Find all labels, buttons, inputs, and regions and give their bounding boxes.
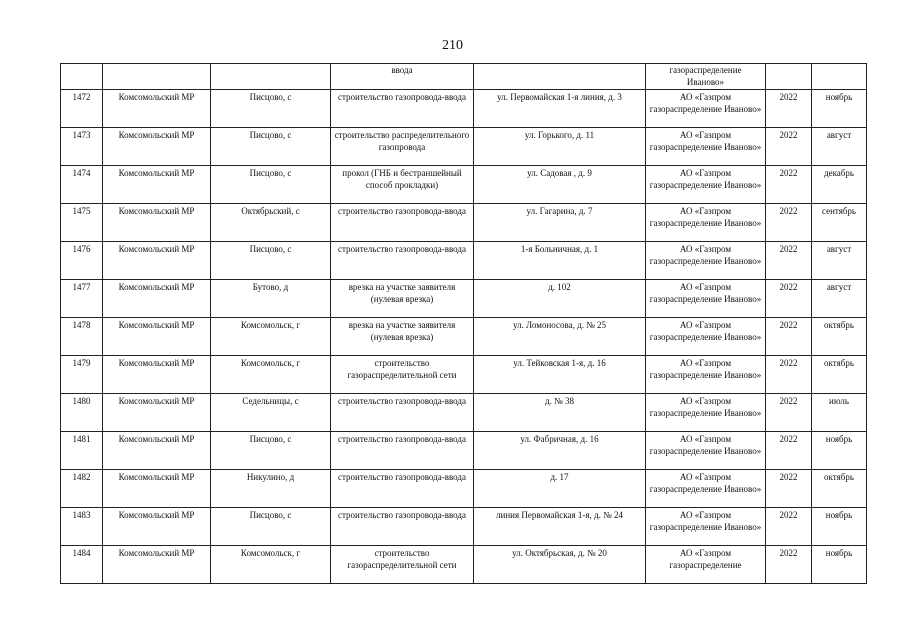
- cell-num: 1477: [61, 280, 103, 318]
- cell-work: строительство газопровода-ввода: [331, 204, 474, 242]
- cell-year: 2022: [766, 432, 812, 470]
- cell-month: ноябрь: [812, 90, 867, 128]
- cell-district: Комсомольский МР: [103, 318, 211, 356]
- cell-org: АО «Газпром газораспределение Иваново»: [646, 166, 766, 204]
- cell-address: ул. Фабричная, д. 16: [474, 432, 646, 470]
- cell-address: ул. Первомайская 1-я линия, д. 3: [474, 90, 646, 128]
- continuation-row: [61, 64, 867, 90]
- cell-locality: Писцово, с: [211, 508, 331, 546]
- cell-org: АО «Газпром газораспределение Иваново»: [646, 356, 766, 394]
- cell-year: 2022: [766, 356, 812, 394]
- table-row: [61, 90, 867, 128]
- cell-district: [103, 64, 211, 90]
- cell-year: 2022: [766, 546, 812, 584]
- cell-work: врезка на участке заявителя (нулевая врезка): [331, 280, 474, 318]
- cell-district: Комсомольский МР: [103, 470, 211, 508]
- cell-address: линия Первомайская 1-я, д. № 24: [474, 508, 646, 546]
- cell-work: строительство газопровода-ввода: [331, 470, 474, 508]
- cell-address: д. 102: [474, 280, 646, 318]
- cell-locality: Писцово, с: [211, 166, 331, 204]
- cell-month: октябрь: [812, 470, 867, 508]
- cell-org: АО «Газпром газораспределение Иваново»: [646, 470, 766, 508]
- cell-work: строительство газораспределительной сети: [331, 546, 474, 584]
- cell-org: АО «Газпром газораспределение Иваново»: [646, 90, 766, 128]
- cell-work: строительство газопровода-ввода: [331, 90, 474, 128]
- cell-month: сентябрь: [812, 204, 867, 242]
- cell-year: 2022: [766, 470, 812, 508]
- cell-org: АО «Газпром газораспределение Иваново»: [646, 128, 766, 166]
- cell-month: [812, 64, 867, 90]
- cell-year: 2022: [766, 508, 812, 546]
- cell-num: 1472: [61, 90, 103, 128]
- cell-month: август: [812, 242, 867, 280]
- cell-locality: Писцово, с: [211, 128, 331, 166]
- table-row: [61, 318, 867, 356]
- cell-work: строительство газопровода-ввода: [331, 432, 474, 470]
- cell-district: Комсомольский МР: [103, 166, 211, 204]
- table-row: [61, 394, 867, 432]
- cell-district: Комсомольский МР: [103, 90, 211, 128]
- cell-month: декабрь: [812, 166, 867, 204]
- table-row: [61, 280, 867, 318]
- table-row: [61, 242, 867, 280]
- cell-month: октябрь: [812, 356, 867, 394]
- cell-org: АО «Газпром газораспределение Иваново»: [646, 204, 766, 242]
- cell-locality: Октябрьский, с: [211, 204, 331, 242]
- cell-locality: [211, 64, 331, 90]
- cell-org: АО «Газпром газораспределение Иваново»: [646, 280, 766, 318]
- cell-locality: Бутово, д: [211, 280, 331, 318]
- cell-address: [474, 64, 646, 90]
- cell-locality: Комсомольск, г: [211, 318, 331, 356]
- cell-locality: Седельницы, с: [211, 394, 331, 432]
- cell-org: газораспределение Иваново»: [646, 64, 766, 90]
- cell-month: август: [812, 128, 867, 166]
- cell-org: АО «Газпром газораспределение Иваново»: [646, 242, 766, 280]
- cell-work: прокол (ГНБ и бестраншейный способ прокладки): [331, 166, 474, 204]
- cell-num: 1483: [61, 508, 103, 546]
- cell-num: 1480: [61, 394, 103, 432]
- cell-month: июль: [812, 394, 867, 432]
- cell-district: Комсомольский МР: [103, 546, 211, 584]
- cell-year: 2022: [766, 166, 812, 204]
- cell-month: ноябрь: [812, 432, 867, 470]
- cell-district: Комсомольский МР: [103, 280, 211, 318]
- table-row: [61, 470, 867, 508]
- cell-address: ул. Гагарина, д. 7: [474, 204, 646, 242]
- cell-org: АО «Газпром газораспределение: [646, 546, 766, 584]
- cell-district: Комсомольский МР: [103, 432, 211, 470]
- cell-district: Комсомольский МР: [103, 356, 211, 394]
- cell-org: АО «Газпром газораспределение Иваново»: [646, 508, 766, 546]
- cell-year: 2022: [766, 394, 812, 432]
- cell-work: строительство распределительного газопровода: [331, 128, 474, 166]
- cell-num: 1484: [61, 546, 103, 584]
- cell-num: [61, 64, 103, 90]
- cell-district: Комсомольский МР: [103, 508, 211, 546]
- cell-year: 2022: [766, 90, 812, 128]
- cell-num: 1482: [61, 470, 103, 508]
- cell-num: 1475: [61, 204, 103, 242]
- gasification-table: [60, 63, 867, 584]
- table-row: [61, 546, 867, 584]
- cell-month: ноябрь: [812, 546, 867, 584]
- cell-address: д. № 38: [474, 394, 646, 432]
- cell-year: 2022: [766, 128, 812, 166]
- cell-num: 1481: [61, 432, 103, 470]
- table-row: [61, 432, 867, 470]
- cell-month: ноябрь: [812, 508, 867, 546]
- cell-org: АО «Газпром газораспределение Иваново»: [646, 318, 766, 356]
- cell-work: строительство газопровода-ввода: [331, 242, 474, 280]
- cell-district: Комсомольский МР: [103, 394, 211, 432]
- cell-locality: Комсомольск, г: [211, 356, 331, 394]
- cell-work: врезка на участке заявителя (нулевая врезка): [331, 318, 474, 356]
- cell-num: 1473: [61, 128, 103, 166]
- cell-num: 1476: [61, 242, 103, 280]
- cell-address: д. 17: [474, 470, 646, 508]
- table-row: [61, 128, 867, 166]
- cell-locality: Писцово, с: [211, 90, 331, 128]
- table-row: [61, 166, 867, 204]
- cell-address: ул. Октябрьская, д. № 20: [474, 546, 646, 584]
- cell-year: 2022: [766, 280, 812, 318]
- cell-district: Комсомольский МР: [103, 128, 211, 166]
- cell-year: 2022: [766, 204, 812, 242]
- cell-locality: Писцово, с: [211, 432, 331, 470]
- cell-year: [766, 64, 812, 90]
- cell-year: 2022: [766, 318, 812, 356]
- cell-address: ул. Тейковская 1-я, д. 16: [474, 356, 646, 394]
- cell-year: 2022: [766, 242, 812, 280]
- cell-org: АО «Газпром газораспределение Иваново»: [646, 394, 766, 432]
- cell-locality: Писцово, с: [211, 242, 331, 280]
- cell-work: ввода: [331, 64, 474, 90]
- cell-address: ул. Ломоносова, д. № 25: [474, 318, 646, 356]
- cell-month: август: [812, 280, 867, 318]
- cell-org: АО «Газпром газораспределение Иваново»: [646, 432, 766, 470]
- table-row: [61, 204, 867, 242]
- cell-locality: Комсомольск, г: [211, 546, 331, 584]
- table-row: [61, 356, 867, 394]
- cell-num: 1479: [61, 356, 103, 394]
- cell-work: строительство газораспределительной сети: [331, 356, 474, 394]
- page-number: 210: [442, 38, 463, 53]
- cell-work: строительство газопровода-ввода: [331, 508, 474, 546]
- table-row: [61, 508, 867, 546]
- cell-work: строительство газопровода-ввода: [331, 394, 474, 432]
- cell-address: ул. Садовая , д. 9: [474, 166, 646, 204]
- cell-num: 1478: [61, 318, 103, 356]
- cell-address: ул. Горького, д. 11: [474, 128, 646, 166]
- cell-district: Комсомольский МР: [103, 204, 211, 242]
- cell-locality: Никулино, д: [211, 470, 331, 508]
- cell-district: Комсомольский МР: [103, 242, 211, 280]
- cell-month: октябрь: [812, 318, 867, 356]
- cell-address: 1-я Больничная, д. 1: [474, 242, 646, 280]
- cell-num: 1474: [61, 166, 103, 204]
